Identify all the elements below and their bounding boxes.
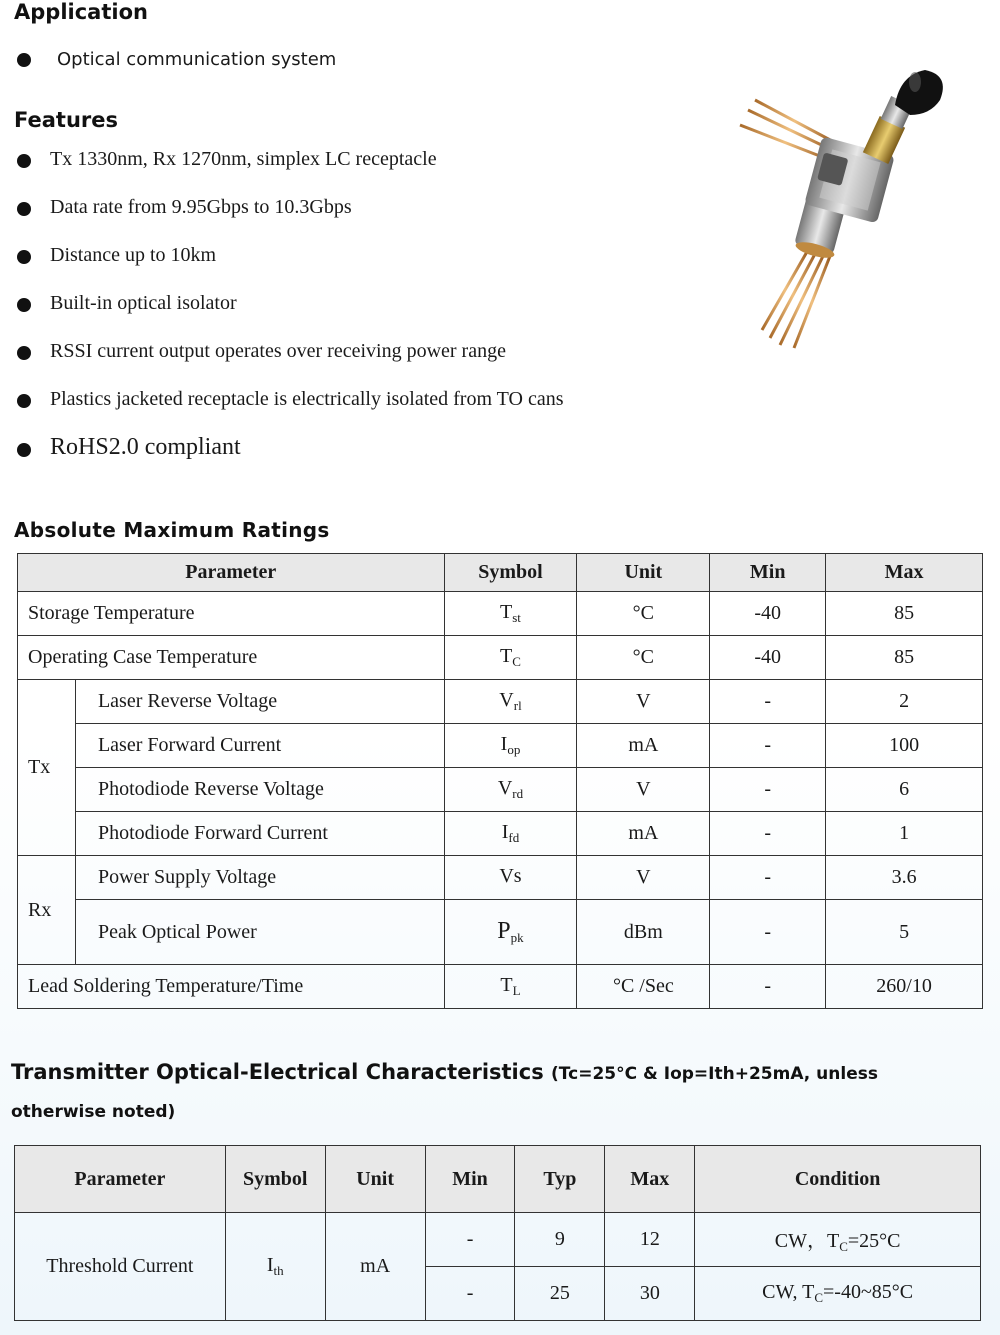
- cell-max: 1: [826, 812, 983, 856]
- cell-typ: 25: [515, 1267, 605, 1321]
- cell-unit: mA: [325, 1213, 425, 1321]
- feature-item: RoHS2.0 compliant: [50, 434, 241, 460]
- table-row: [18, 636, 983, 680]
- feature-item: RSSI current output operates over receiving power range: [50, 340, 506, 362]
- cell-unit: °C /Sec: [577, 965, 710, 1009]
- cell-min: -: [710, 724, 826, 768]
- col-header: Parameter: [15, 1146, 226, 1213]
- cell-max: 6: [826, 768, 983, 812]
- feature-item: Tx 1330nm, Rx 1270nm, simplex LC receptacle: [50, 148, 437, 170]
- table-row: [15, 1213, 981, 1267]
- cell-symbol: $T_C$: [444, 636, 577, 680]
- cell-unit: mA: [577, 812, 710, 856]
- bullet-icon: [17, 298, 31, 312]
- table-row: [18, 965, 983, 1009]
- tx-char-note-cont: otherwise noted): [11, 1102, 176, 1122]
- col-header: Unit: [577, 554, 710, 592]
- cell-param: Laser Reverse Voltage: [75, 680, 444, 724]
- cell-max: 2: [826, 680, 983, 724]
- cell-param: Photodiode Forward Current: [75, 812, 444, 856]
- col-header: Parameter: [18, 554, 445, 592]
- table-row: [18, 592, 983, 636]
- cell-max: 260/10: [826, 965, 983, 1009]
- col-header: Symbol: [444, 554, 577, 592]
- cell-max: 30: [605, 1267, 695, 1321]
- cell-unit: mA: [577, 724, 710, 768]
- application-item: Optical communication system: [57, 49, 337, 70]
- bullet-icon: [17, 443, 31, 457]
- cell-min: -: [425, 1267, 515, 1321]
- col-header: Symbol: [225, 1146, 325, 1213]
- cell-min: -: [425, 1213, 515, 1267]
- cell-param: Operating Case Temperature: [18, 636, 445, 680]
- feature-item: Plastics jacketed receptacle is electrically isolated from TO cans: [50, 388, 564, 410]
- feature-item: Built-in optical isolator: [50, 292, 237, 314]
- col-header: Min: [710, 554, 826, 592]
- table-row: [18, 812, 983, 856]
- tx-char-note: (Tc=25°C & Iop=Ith+25mA, unless: [551, 1064, 878, 1084]
- features-heading: Features: [14, 108, 118, 132]
- cell-typ: 9: [515, 1213, 605, 1267]
- cell-min: -: [710, 680, 826, 724]
- cell-symbol: $V_{rd}$: [444, 768, 577, 812]
- cell-param: Lead Soldering Temperature/Time: [18, 965, 445, 1009]
- table-row: [18, 900, 983, 965]
- table-row: [18, 680, 983, 724]
- cell-symbol: $I_{th}$: [225, 1213, 325, 1321]
- col-header: Max: [605, 1146, 695, 1213]
- cell-max: 3.6: [826, 856, 983, 900]
- bullet-icon: [17, 346, 31, 360]
- cell-min: -40: [710, 592, 826, 636]
- cell-param: Photodiode Reverse Voltage: [75, 768, 444, 812]
- group-tx: Tx: [18, 680, 76, 856]
- cell-symbol: Vs: [444, 856, 577, 900]
- cell-unit: dBm: [577, 900, 710, 965]
- abs-max-table: [17, 553, 983, 1009]
- col-header: Min: [425, 1146, 515, 1213]
- cell-symbol: $V_{rl}$: [444, 680, 577, 724]
- table-row: [18, 768, 983, 812]
- cell-max: 100: [826, 724, 983, 768]
- cell-min: -: [710, 965, 826, 1009]
- cell-min: -: [710, 856, 826, 900]
- cell-symbol: $I_{fd}$: [444, 812, 577, 856]
- cell-param: Laser Forward Current: [75, 724, 444, 768]
- cell-max: 5: [826, 900, 983, 965]
- bullet-icon: [17, 202, 31, 216]
- table-row: [18, 856, 983, 900]
- cell-min: -40: [710, 636, 826, 680]
- cell-param: Peak Optical Power: [75, 900, 444, 965]
- bullet-icon: [17, 250, 31, 264]
- col-header: Condition: [695, 1146, 981, 1213]
- feature-item: Data rate from 9.95Gbps to 10.3Gbps: [50, 196, 352, 218]
- tx-char-heading: [11, 1060, 878, 1084]
- product-photo: [700, 20, 965, 360]
- cell-unit: °C: [577, 592, 710, 636]
- bullet-icon: [17, 154, 31, 168]
- cell-param: Power Supply Voltage: [75, 856, 444, 900]
- group-rx: Rx: [18, 856, 76, 965]
- cell-min: -: [710, 768, 826, 812]
- bullet-icon: [17, 53, 31, 67]
- cell-param: Storage Temperature: [18, 592, 445, 636]
- cell-symbol: $T_L$: [444, 965, 577, 1009]
- tx-char-title: Transmitter Optical-Electrical Characteristics: [11, 1060, 544, 1084]
- application-heading: Application: [14, 0, 148, 24]
- cell-condition: CW，$T_C=25^\circ C$: [695, 1213, 981, 1267]
- cell-unit: V: [577, 680, 710, 724]
- cell-symbol: $P_{pk}$: [444, 900, 577, 965]
- cell-unit: V: [577, 768, 710, 812]
- abs-max-heading: Absolute Maximum Ratings: [14, 518, 330, 542]
- col-header: Typ: [515, 1146, 605, 1213]
- cell-symbol: $I_{op}$: [444, 724, 577, 768]
- table-row: [18, 724, 983, 768]
- col-header: Max: [826, 554, 983, 592]
- cell-min: -: [710, 900, 826, 965]
- col-header: Unit: [325, 1146, 425, 1213]
- feature-item: Distance up to 10km: [50, 244, 217, 266]
- cell-max: 12: [605, 1213, 695, 1267]
- cell-symbol: $T_{st}$: [444, 592, 577, 636]
- cell-max: 85: [826, 592, 983, 636]
- cell-condition: CW, $T_C=-40\sim 85^\circ C$: [695, 1267, 981, 1321]
- cell-max: 85: [826, 636, 983, 680]
- cell-param: Threshold Current: [15, 1213, 226, 1321]
- cell-min: -: [710, 812, 826, 856]
- cell-unit: V: [577, 856, 710, 900]
- bullet-icon: [17, 394, 31, 408]
- cell-unit: °C: [577, 636, 710, 680]
- tx-char-table: [14, 1145, 981, 1321]
